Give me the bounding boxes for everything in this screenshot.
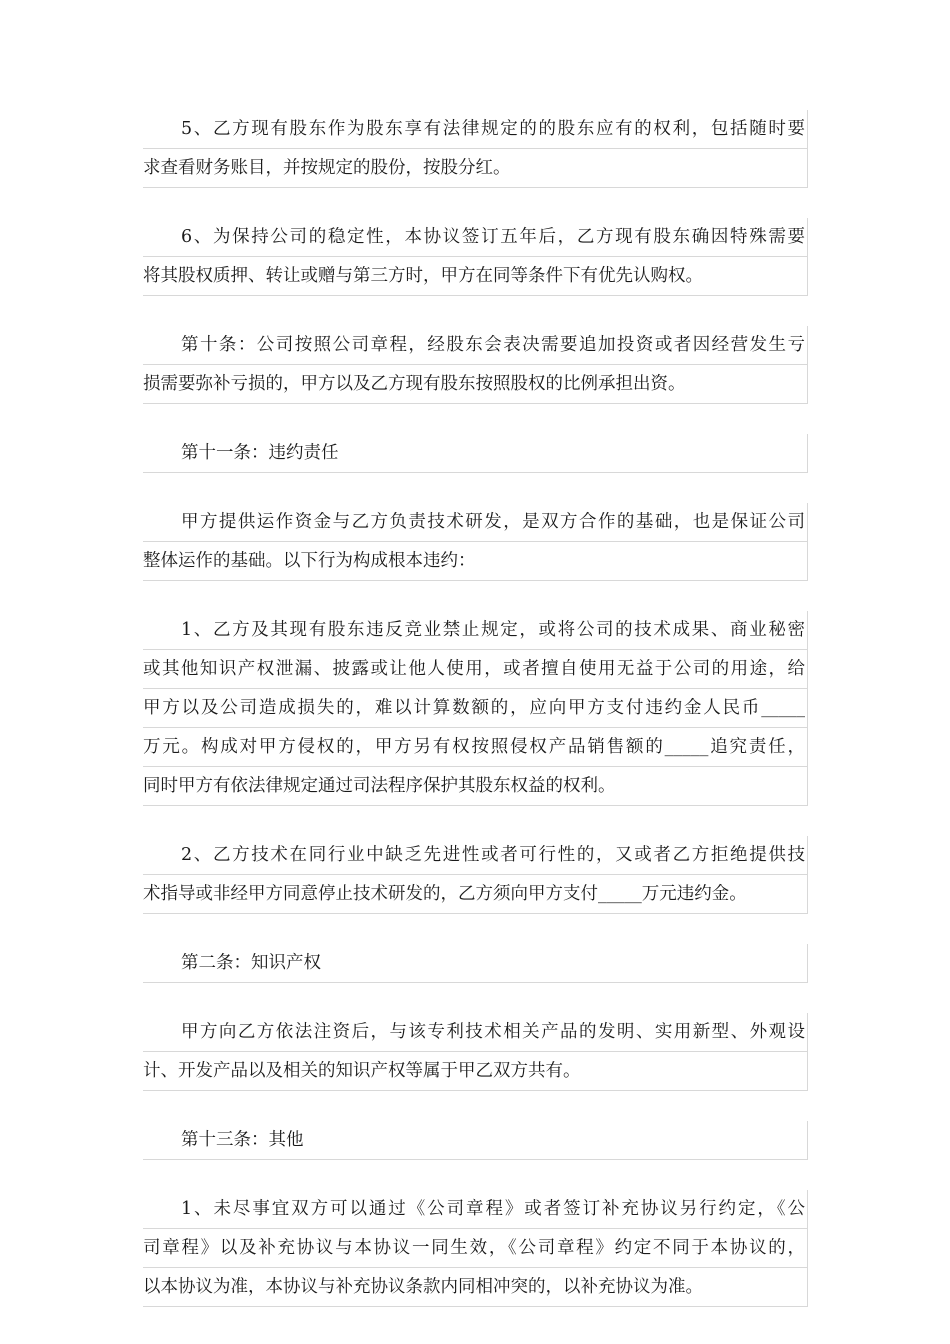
- heading-text: 第二条：知识产权: [143, 944, 808, 983]
- text-line: 1、未尽事宜双方可以通过《公司章程》或者签订补充协议另行约定，《公: [143, 1190, 808, 1229]
- paragraph: [143, 1190, 808, 1307]
- text-line: 损需要弥补亏损的，甲方以及乙方现有股东按照股权的比例承担出资。: [143, 365, 808, 404]
- text-line: 将其股权质押、转让或赠与第三方时，甲方在同等条件下有优先认购权。: [143, 257, 808, 296]
- paragraph: [143, 218, 808, 296]
- text-line: 5、乙方现有股东作为股东享有法律规定的的股东应有的权利，包括随时要: [143, 110, 808, 149]
- text-line: 整体运作的基础。以下行为构成根本违约：: [143, 542, 808, 581]
- text-line: 司章程》以及补充协议与本协议一同生效，《公司章程》约定不同于本协议的，: [143, 1229, 808, 1268]
- paragraph: [143, 1013, 808, 1091]
- heading-text: 第十一条：违约责任: [143, 434, 808, 473]
- section-heading: [143, 944, 808, 983]
- text-line: 1、乙方及其现有股东违反竞业禁止规定，或将公司的技术成果、商业秘密: [143, 611, 808, 650]
- text-line: 2、乙方技术在同行业中缺乏先进性或者可行性的，又或者乙方拒绝提供技: [143, 836, 808, 875]
- text-line: 第十条：公司按照公司章程，经股东会表决需要追加投资或者因经营发生亏: [143, 326, 808, 365]
- section-heading: [143, 434, 808, 473]
- text-line: 以本协议为准，本协议与补充协议条款内同相冲突的，以补充协议为准。: [143, 1268, 808, 1307]
- text-line: 甲方提供运作资金与乙方负责技术研发，是双方合作的基础，也是保证公司: [143, 503, 808, 542]
- text-line: 甲方向乙方依法注资后，与该专利技术相关产品的发明、实用新型、外观设: [143, 1013, 808, 1052]
- paragraph: [143, 110, 808, 188]
- text-line: 万元。构成对甲方侵权的，甲方另有权按照侵权产品销售额的_____追究责任，: [143, 728, 808, 767]
- text-line: 甲方以及公司造成损失的，难以计算数额的，应向甲方支付违约金人民币_____: [143, 689, 808, 728]
- paragraph: [143, 503, 808, 581]
- paragraph: [143, 611, 808, 806]
- heading-text: 第十三条：其他: [143, 1121, 808, 1160]
- text-line: 求查看财务账目，并按规定的股份，按股分红。: [143, 149, 808, 188]
- text-line: 或其他知识产权泄漏、披露或让他人使用，或者擅自使用无益于公司的用途，给: [143, 650, 808, 689]
- text-line: 计、开发产品以及相关的知识产权等属于甲乙双方共有。: [143, 1052, 808, 1091]
- text-line: 同时甲方有依法律规定通过司法程序保护其股东权益的权利。: [143, 767, 808, 806]
- document-page: [143, 110, 808, 1337]
- paragraph: [143, 326, 808, 404]
- section-heading: [143, 1121, 808, 1160]
- text-line: 6、为保持公司的稳定性，本协议签订五年后，乙方现有股东确因特殊需要: [143, 218, 808, 257]
- paragraph: [143, 836, 808, 914]
- text-line: 术指导或非经甲方同意停止技术研发的，乙方须向甲方支付_____万元违约金。: [143, 875, 808, 914]
